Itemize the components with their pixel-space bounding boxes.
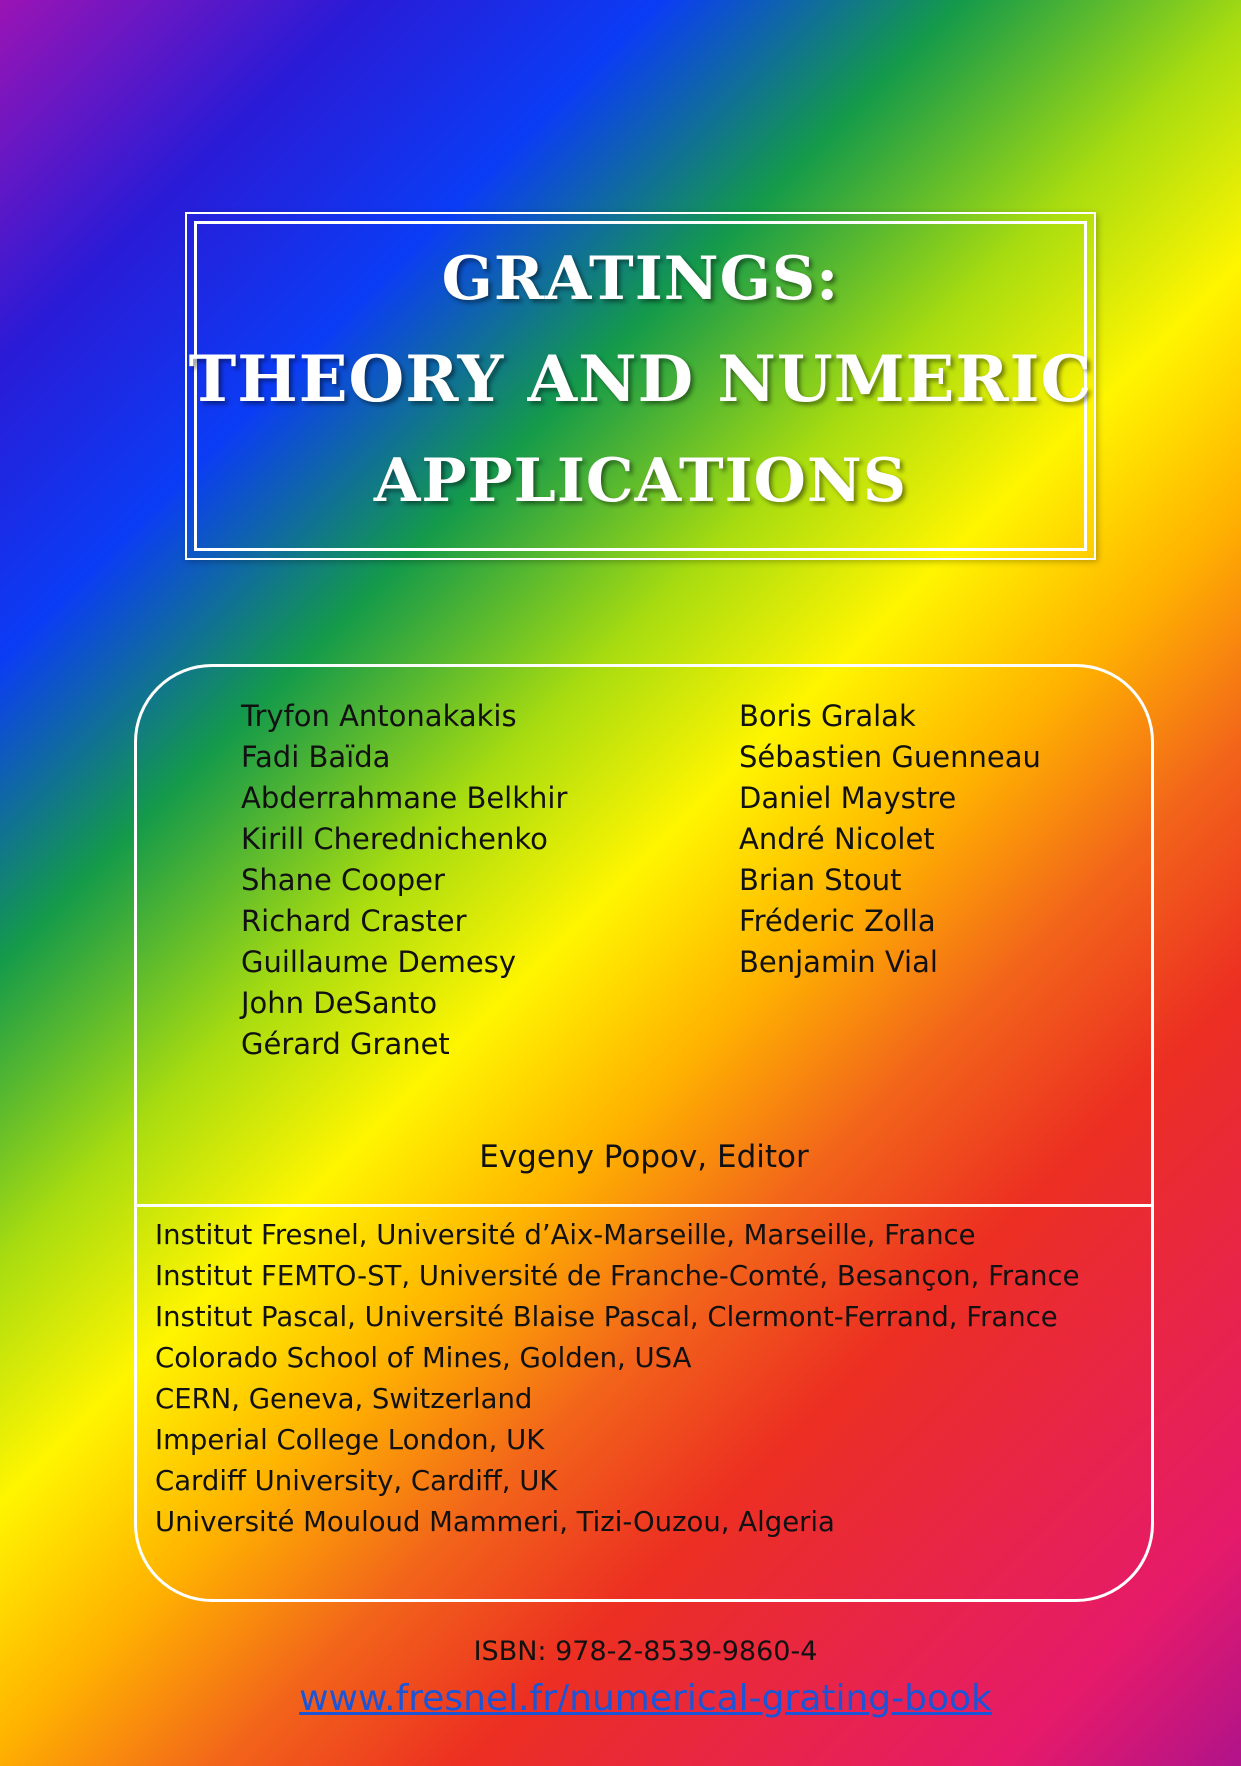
author-name: Guillaume Demesy xyxy=(241,945,517,979)
box-divider xyxy=(137,1204,1151,1207)
affiliation-item: Institut Fresnel, Université d’Aix-Marseille, Marseille, France xyxy=(155,1219,976,1251)
affiliation-item: Imperial College London, UK xyxy=(155,1424,545,1456)
affiliation-item: Colorado School of Mines, Golden, USA xyxy=(155,1342,692,1374)
affiliation-item: Institut FEMTO-ST, Université de Franche-Comté, Besançon, France xyxy=(155,1260,1080,1292)
author-name: Tryfon Antonakakis xyxy=(241,699,517,733)
title-frame xyxy=(185,212,1096,560)
author-name: Abderrahmane Belkhir xyxy=(241,781,568,815)
book-title-line-3: APPLICATIONS xyxy=(373,446,908,516)
author-name: Daniel Maystre xyxy=(739,781,957,815)
author-name: Benjamin Vial xyxy=(739,945,938,979)
author-name: Brian Stout xyxy=(739,863,902,897)
book-website-link[interactable]: www.fresnel.fr/numerical-grating-book xyxy=(299,1678,992,1719)
affiliations-list xyxy=(155,1215,1080,1543)
authors-list-left xyxy=(241,696,567,1065)
affiliation-item: Institut Pascal, Université Blaise Pascal, Clermont-Ferrand, France xyxy=(155,1301,1058,1333)
author-name: John DeSanto xyxy=(241,986,438,1020)
isbn-number: ISBN: 978-2-8539-9860-4 xyxy=(473,1636,818,1667)
author-name: Gérard Granet xyxy=(241,1027,450,1061)
editor-credit: Evgeny Popov, Editor xyxy=(479,1139,809,1175)
author-name: Kirill Cherednichenko xyxy=(241,822,548,856)
affiliation-item: Université Mouloud Mammeri, Tizi-Ouzou, Algeria xyxy=(155,1506,835,1538)
author-name: André Nicolet xyxy=(739,822,935,856)
author-name: Fréderic Zolla xyxy=(739,904,936,938)
author-name: Boris Gralak xyxy=(739,699,916,733)
affiliation-item: Cardiff University, Cardiff, UK xyxy=(155,1465,558,1497)
author-name: Shane Cooper xyxy=(241,863,445,897)
authors-list-right xyxy=(739,696,1041,983)
author-name: Sébastien Guenneau xyxy=(739,740,1041,774)
book-title-line-2: THEORY AND NUMERIC xyxy=(188,342,1093,417)
author-name: Fadi Baïda xyxy=(241,740,391,774)
author-name: Richard Craster xyxy=(241,904,467,938)
book-title-line-1: GRATINGS: xyxy=(441,244,840,314)
authors-box xyxy=(134,664,1154,1602)
affiliation-item: CERN, Geneva, Switzerland xyxy=(155,1383,533,1415)
